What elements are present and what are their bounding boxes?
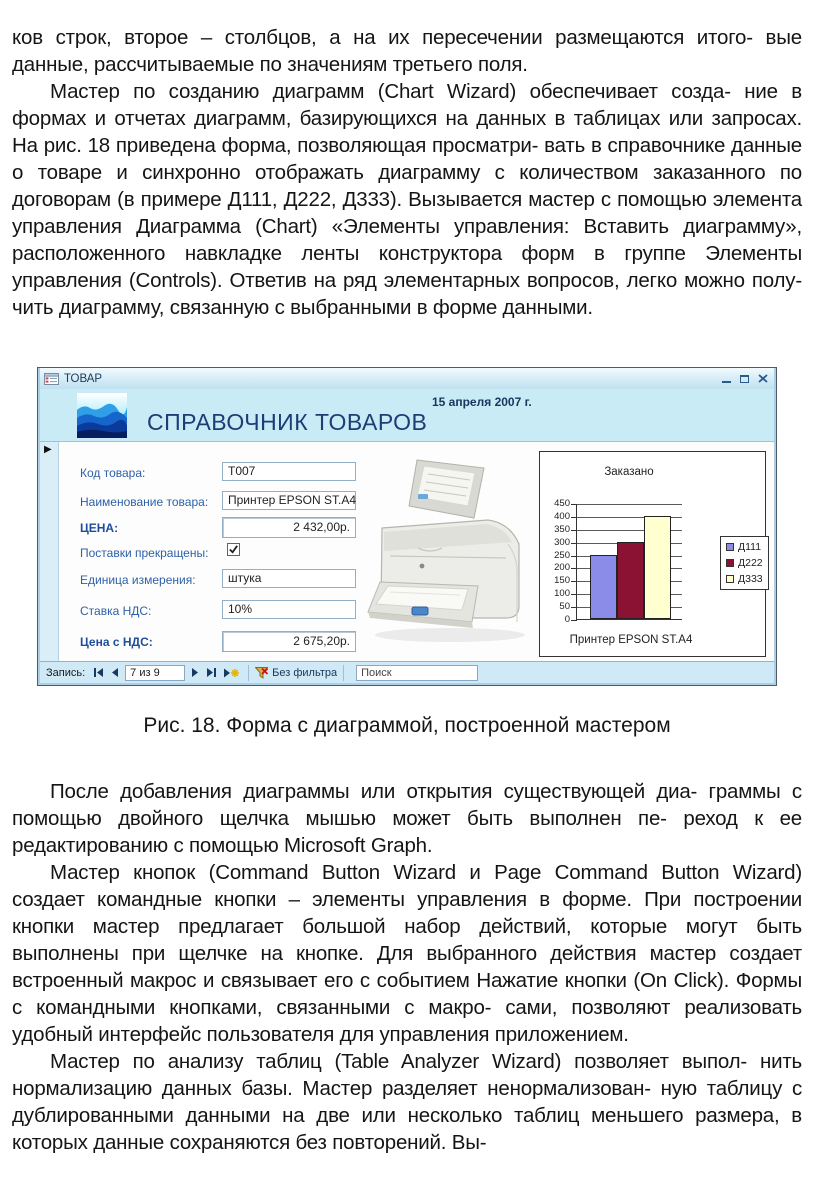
new-record-icon[interactable] <box>220 668 242 678</box>
previous-record-icon[interactable] <box>107 668 122 677</box>
minimize-icon[interactable] <box>722 375 731 383</box>
form-date: 15 апреля 2007 г. <box>432 395 532 409</box>
bar-Д222 <box>617 542 644 619</box>
no-filter-icon <box>255 667 268 679</box>
record-navigation-bar <box>40 661 774 683</box>
y-axis-tick-label: 0 <box>564 614 570 625</box>
paragraph: Мастер по анализу таблиц (Table Analyzer Wizard) позволяет выпол- нить нормализацию данных базы. Мастер разделяет ненормализован- ную таблицу с дублированными данными на две или несколько таблиц меньшего размера, в которых данные сохраняются без повторений. Вы- <box>12 1050 802 1154</box>
first-record-icon[interactable] <box>90 668 107 677</box>
last-record-icon[interactable] <box>203 668 220 677</box>
field-label-vat-rate: Ставка НДС: <box>80 604 152 618</box>
y-axis-tick-label: 350 <box>554 523 570 535</box>
y-axis-tick-label: 300 <box>554 536 570 548</box>
paragraph: После добавления диаграммы или открытия существующей диа- граммы с помощью двойного щелчка мышью может быть выполнен пе- реход к ее редактированию с помощью Microsoft Graph. <box>12 780 802 857</box>
window-title: ТОВАР <box>64 372 103 385</box>
y-axis-tick <box>571 620 577 621</box>
y-axis-tick-label: 450 <box>554 498 570 509</box>
record-label: Запись: <box>46 666 86 679</box>
unit-field[interactable]: штука <box>222 569 356 588</box>
access-form-window <box>37 367 777 686</box>
product-photo <box>360 452 546 650</box>
filter-label: Без фильтра <box>272 666 338 679</box>
form-header <box>40 389 774 442</box>
separator <box>248 665 249 681</box>
y-axis-tick-label: 200 <box>554 562 570 574</box>
separator <box>343 665 344 681</box>
next-record-icon[interactable] <box>188 668 203 677</box>
chart <box>539 451 766 657</box>
legend-entry <box>726 557 763 569</box>
legend-swatch <box>726 559 734 567</box>
bar-Д111 <box>590 555 617 619</box>
paragraph: Мастер кнопок (Command Button Wizard и Page Command Button Wizard) создает командные кнопки – элементы управления в форме. При построении кнопки мастер предлагает большой набор действий, которые могут быть выполнены при щелчке на кнопке. Для выбранного действия мастер создает встроенный макрос и связывает его с событием Нажатие кнопки (On Click). Формы с командными кнопками, связанными с макро- сами, позволяют реализовать удобный интерфейс пользователя для управления приложением. <box>12 861 802 1046</box>
y-axis-tick-label: 150 <box>554 575 570 587</box>
price-field[interactable]: 2 432,00р. <box>222 517 356 538</box>
chart-title: Заказано <box>604 466 654 478</box>
figure-caption: Рис. 18. Форма с диаграммой, построенной мастером <box>143 714 671 737</box>
filter-status[interactable] <box>255 667 337 679</box>
chart-category-label: Принтер EPSON ST.A4 <box>569 634 693 646</box>
product-code-field[interactable]: T007 <box>222 462 356 481</box>
field-label-product-code: Код товара: <box>80 466 146 480</box>
field-label-price-with-vat: Цена с НДС: <box>80 635 153 649</box>
product-name-field[interactable]: Принтер EPSON ST.A4 <box>222 491 356 510</box>
legend-swatch <box>726 543 734 551</box>
legend-entry <box>726 541 763 553</box>
record-selector-bar[interactable] <box>40 442 59 661</box>
field-label-product-name: Наименование товара: <box>80 495 209 509</box>
chart-legend <box>720 536 769 590</box>
form-heading: СПРАВОЧНИК ТОВАРОВ <box>147 409 428 435</box>
legend-swatch <box>726 575 734 583</box>
bar-Д333 <box>644 516 671 619</box>
y-axis-tick-label: 400 <box>554 510 570 522</box>
chart-plot-area <box>554 498 682 625</box>
legend-entry <box>726 573 763 585</box>
paragraph: ков строк, второе – столбцов, а на их пересечении размещаются итого- вые данные, рассчитываемые по значениям третьего поля. <box>12 26 802 76</box>
legend-label: Д222 <box>738 557 763 569</box>
paragraph: Мастер по созданию диаграмм (Chart Wizard) обеспечивает созда- ние в формах и отчетах диаграмм, базирующихся на данных в таблицах или запросах. На рис. 18 приведена форма, позволяющая просматри- вать в справочнике данные о товаре и синхронно отображать диаграмму с количеством заказанного по договорам (в примере Д111, Д222, Д333). Вызывается мастер с помощью элемента управления Диаграмма (Chart) «Элементы управления: Вставить диаграмму», расположенного навкладке ленты конструктора форм в группе Элементы управления (Controls). Ответив на ряд элементарных вопросов, легко можно полу- чить диаграмму, связанную с выбранными в форме данными. <box>12 80 802 319</box>
close-icon[interactable] <box>758 374 768 383</box>
legend-label: Д333 <box>738 573 763 585</box>
y-axis-tick-label: 100 <box>554 588 570 600</box>
record-selector-arrow-icon: ▶ <box>44 444 52 455</box>
field-label-price: ЦЕНА: <box>80 521 119 535</box>
y-axis-tick-label: 250 <box>554 549 570 561</box>
discontinued-checkbox[interactable] <box>227 543 240 556</box>
search-input[interactable] <box>356 665 478 681</box>
field-label-discontinued: Поставки прекращены: <box>80 546 209 560</box>
form-icon <box>44 373 59 385</box>
price-with-vat-field[interactable]: 2 675,20р. <box>222 631 356 652</box>
legend-label: Д111 <box>738 541 762 553</box>
gridline <box>577 504 682 505</box>
vat-rate-field[interactable]: 10% <box>222 600 356 619</box>
record-position-box[interactable]: 7 из 9 <box>125 665 185 681</box>
y-axis-tick-label: 50 <box>559 601 570 613</box>
mountain-logo <box>77 393 127 438</box>
restore-icon[interactable] <box>740 375 749 383</box>
window-titlebar[interactable] <box>40 368 774 389</box>
field-label-unit: Единица измерения: <box>80 573 196 587</box>
form-detail-section <box>40 442 774 661</box>
